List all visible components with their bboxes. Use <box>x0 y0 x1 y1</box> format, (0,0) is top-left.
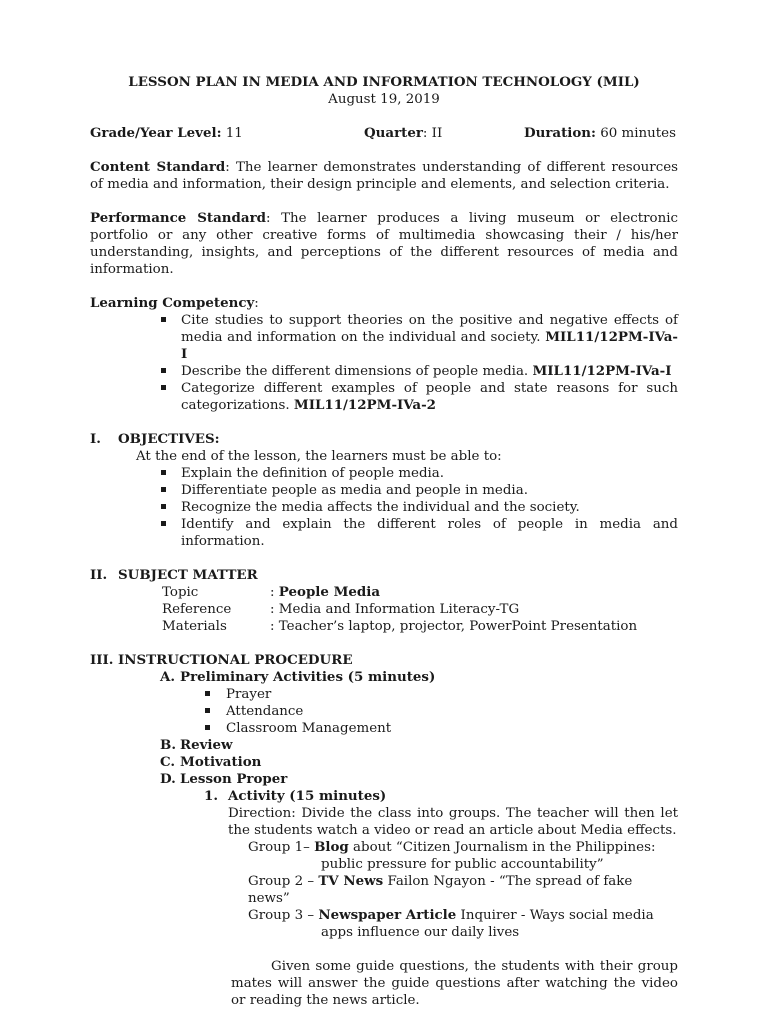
materials-label: Materials <box>162 619 227 634</box>
competency-code: MIL11/12PM-IVa-2 <box>293 397 436 413</box>
learning-competency-colon: : <box>254 296 259 311</box>
performance-standard-label: Performance Standard <box>90 210 266 226</box>
lesson-info-row <box>90 125 678 142</box>
guide-text: Given some guide questions, the students with their group mates will answer the guide questions after watching the video or reading the news article. <box>231 959 678 1008</box>
list-item: Classroom Management <box>90 720 678 737</box>
section-number: I. <box>90 431 101 447</box>
group-3-continued: apps influence our daily lives <box>321 925 520 940</box>
item-letter: B. <box>160 737 176 753</box>
subject-matter-heading <box>90 567 678 584</box>
group-1-continued: public pressure for public accountability” <box>321 857 604 872</box>
learning-competency-label: Learning Competency <box>90 295 255 311</box>
topic-value: People Media <box>278 584 381 600</box>
materials-value: : Teacher’s laptop, projector, PowerPoint Presentation <box>270 619 638 634</box>
group-prefix: Group 3 – <box>248 908 319 923</box>
item-letter: D. <box>160 771 176 787</box>
list-item: Differentiate people as media and people in media. <box>90 482 678 499</box>
competency-text: Cite studies to support theories on the positive and negative effects of media and information on the individual and society. <box>181 313 678 345</box>
motivation-heading <box>90 754 678 771</box>
section-title: OBJECTIVES: <box>118 431 220 447</box>
reference-value: : Media and Information Literacy-TG <box>270 602 520 617</box>
content-standard-text: : The learner demonstrates understanding of different resources of media and information, their design principle and elements, and selection criteria. <box>90 160 678 192</box>
section-number: III. <box>90 652 114 668</box>
procedure-heading <box>90 652 678 669</box>
group-prefix: Group 1– <box>248 840 315 855</box>
activity-heading <box>90 788 678 805</box>
learning-competency-list <box>90 312 678 414</box>
guide-questions-paragraph <box>90 958 678 1009</box>
list-item: Recognize the media affects the individual and the society. <box>90 499 678 516</box>
list-item: Identify and explain the different roles of people in media and information. <box>90 516 678 550</box>
group-text: about “Citizen Journalism in the Philippines: <box>348 840 656 855</box>
item-title: Preliminary Activities (5 minutes) <box>180 669 436 685</box>
reference-label: Reference <box>162 602 232 617</box>
content-standard <box>90 159 678 193</box>
activity-direction: Direction: Divide the class into groups. The teacher will then let the students watch a video or read an article about Media effects. <box>228 806 678 838</box>
lesson-plan-document <box>90 74 678 1009</box>
item-title: Motivation <box>180 754 262 770</box>
list-item: Attendance <box>90 703 678 720</box>
item-letter: A. <box>160 669 176 685</box>
item-number: 1. <box>204 788 218 804</box>
list-item: Explain the definition of people media. <box>90 465 678 482</box>
list-item <box>90 363 678 380</box>
objectives-intro: At the end of the lesson, the learners must be able to: <box>136 449 502 464</box>
group-3 <box>90 907 678 924</box>
grade-value: 11 <box>225 126 243 141</box>
quarter-label: Quarter <box>364 125 423 141</box>
content-standard-label: Content Standard <box>90 159 226 175</box>
document-title: LESSON PLAN IN MEDIA AND INFORMATION TECHNOLOGY (MIL) <box>128 74 640 90</box>
item-title: Lesson Proper <box>180 771 288 787</box>
group-prefix: Group 2 – <box>248 874 319 889</box>
objectives-heading <box>90 431 678 448</box>
review-heading <box>90 737 678 754</box>
group-2 <box>90 873 678 907</box>
item-title: Activity (15 minutes) <box>228 788 387 804</box>
objectives-list <box>90 465 678 550</box>
reference-row <box>90 601 678 618</box>
topic-label: Topic <box>162 585 199 600</box>
section-title: INSTRUCTIONAL PROCEDURE <box>118 652 353 668</box>
topic-colon: : <box>270 585 279 600</box>
list-item <box>90 380 678 414</box>
topic-row <box>90 584 678 601</box>
section-title: SUBJECT MATTER <box>118 567 258 583</box>
group-medium: Newspaper Article <box>318 907 457 923</box>
duration-label: Duration: <box>524 125 596 141</box>
group-text: Inquirer - Ways social media <box>456 908 654 923</box>
performance-standard <box>90 210 678 278</box>
section-number: II. <box>90 567 108 583</box>
competency-text: Categorize different examples of people and state reasons for such categorizations. <box>181 381 678 413</box>
preliminary-heading <box>90 669 678 686</box>
performance-standard-text: : The learner produces a living museum or electronic portfolio or any other creative forms of multimedia showcasing their / his/her understanding, insights, and perceptions of the different resources of media and information. <box>90 211 679 277</box>
learning-competency-heading <box>90 295 678 312</box>
lesson-proper-heading <box>90 771 678 788</box>
grade-label: Grade/Year Level: <box>90 125 222 141</box>
group-1 <box>90 839 678 856</box>
group-medium: TV News <box>318 873 384 889</box>
competency-text: Describe the different dimensions of people media. <box>181 364 533 379</box>
group-text: Failon Ngayon - “The spread of fake news” <box>248 874 633 906</box>
materials-row <box>90 618 678 635</box>
item-title: Review <box>180 737 233 753</box>
duration-value: 60 minutes <box>600 126 676 141</box>
preliminary-list <box>90 686 678 737</box>
list-item <box>90 312 678 363</box>
group-medium: Blog <box>314 839 349 855</box>
competency-code: MIL11/12PM-IVa-I <box>532 363 672 379</box>
document-date: August 19, 2019 <box>328 92 440 107</box>
list-item: Prayer <box>90 686 678 703</box>
item-letter: C. <box>160 754 176 770</box>
competency-code: MIL11/12PM-IVa-I <box>181 329 678 362</box>
quarter-value: : II <box>422 126 443 141</box>
